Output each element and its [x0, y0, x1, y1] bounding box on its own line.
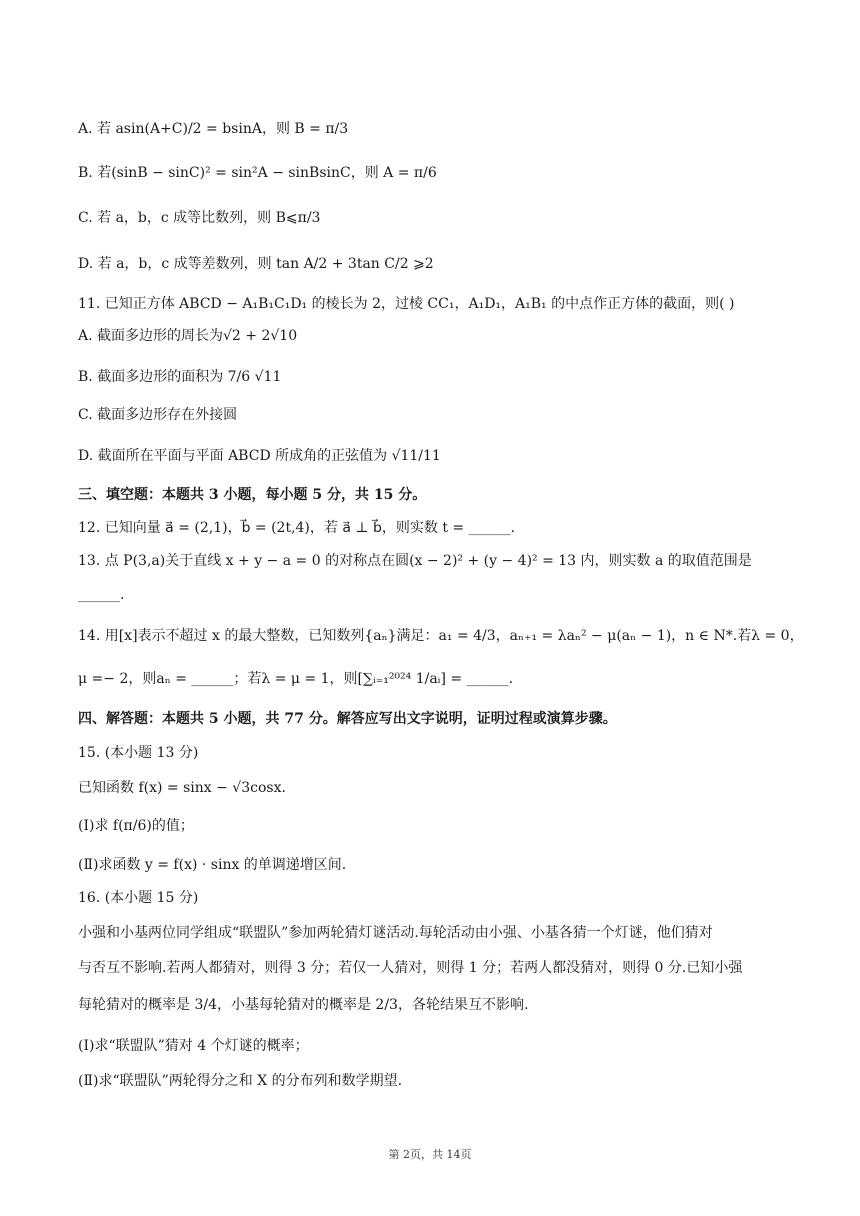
q10-option-c: C. 若 a，b，c 成等比数列，则 B⩽π/3: [78, 210, 321, 226]
q16-line2: 与否互不影响.若两人都猜对，则得 3 分；若仅一人猜对，则得 1 分；若两人都没猜对，则得 0 分.已知小强: [78, 960, 743, 976]
q11-option-c: C. 截面多边形存在外接圆: [78, 407, 238, 423]
q12-text: 12. 已知向量 a⃗ = (2,1)，b⃗ = (2t,4)，若 a⃗ ⊥ b⃗，则实数 t = ______.: [78, 520, 516, 536]
q14-line2: μ =− 2，则aₙ = ______；若λ = μ = 1，则[∑ᵢ₌₁²⁰²⁴ 1/aᵢ] = ______.: [78, 671, 514, 687]
q13-line2: ______.: [78, 587, 125, 603]
q16-line3: 每轮猜对的概率是 3/4，小基每轮猜对的概率是 2/3，各轮结果互不影响.: [78, 997, 529, 1013]
q15-part2: (Ⅱ)求函数 y = f(x) · sinx 的单调递增区间.: [78, 857, 347, 873]
section3-heading: 三、填空题：本题共 3 小题，每小题 5 分，共 15 分。: [78, 487, 427, 503]
q10-option-d: D. 若 a，b，c 成等差数列，则 tan A/2 + 3tan C/2 ⩾2: [78, 256, 434, 272]
q16-line1: 小强和小基两位同学组成“联盟队”参加两轮猜灯谜活动.每轮活动由小强、小基各猜一个灯谜，他们猜对: [78, 925, 713, 941]
page-footer: 第 2页，共 14页: [388, 1148, 472, 1161]
q16-part2: (Ⅱ)求“联盟队”两轮得分之和 X 的分布列和数学期望.: [78, 1073, 403, 1089]
q10-option-a: A. 若 asin(A+C)/2 = bsinA，则 B = π/3: [78, 121, 349, 137]
q11-option-a: A. 截面多边形的周长为√2 + 2√10: [78, 328, 298, 344]
q16-part1: (Ⅰ)求“联盟队”猜对 4 个灯谜的概率；: [78, 1038, 309, 1054]
q10-option-b: B. 若(sinB − sinC)² = sin²A − sinBsinC，则 A = π/6: [78, 165, 437, 181]
q11-option-b: B. 截面多边形的面积为 7/6 √11: [78, 369, 282, 385]
q11-stem: 11. 已知正方体 ABCD − A₁B₁C₁D₁ 的棱长为 2，过棱 CC₁，A₁D₁，A₁B₁ 的中点作正方体的截面，则( ): [78, 296, 735, 312]
q11-option-d: D. 截面所在平面与平面 ABCD 所成角的正弦值为 √11/11: [78, 448, 441, 464]
q15-stem: 已知函数 f(x) = sinx − √3cosx.: [78, 780, 286, 796]
q16-title: 16. (本小题 15 分): [78, 890, 199, 906]
q15-title: 15. (本小题 13 分): [78, 745, 199, 761]
q13-line1: 13. 点 P(3,a)关于直线 x + y − a = 0 的对称点在圆(x − 2)² + (y − 4)² = 13 内，则实数 a 的取值范围是: [78, 553, 752, 569]
q14-line1: 14. 用[x]表示不超过 x 的最大整数，已知数列{aₙ}满足：a₁ = 4/3，aₙ₊₁ = λaₙ² − μ(aₙ − 1)，n ∈ N*.若λ = 0，: [78, 628, 804, 644]
section4-heading: 四、解答题：本题共 5 小题，共 77 分。解答应写出文字说明，证明过程或演算步骤。: [78, 711, 617, 727]
q15-part1: (Ⅰ)求 f(π/6)的值；: [78, 818, 194, 834]
